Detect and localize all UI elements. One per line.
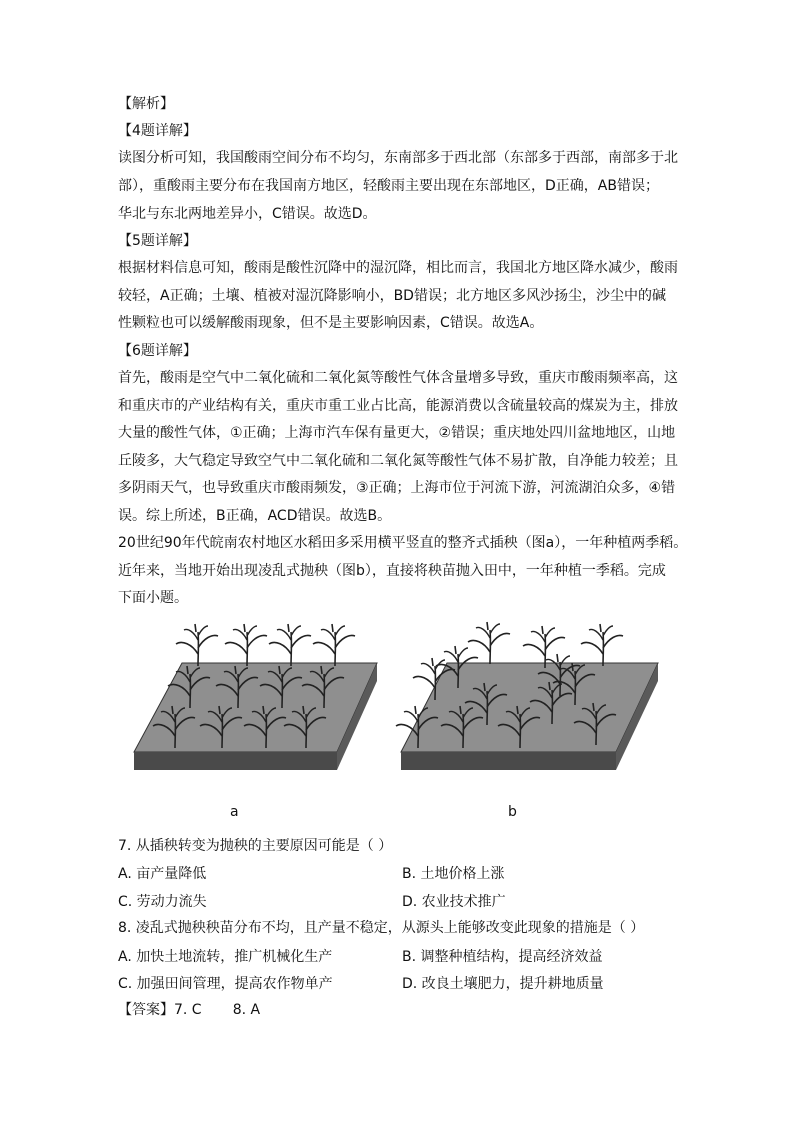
q4-line: 华北与东北两地差异小，C错误。故选D。 bbox=[118, 206, 377, 222]
passage-line: 下面小题。 bbox=[118, 590, 188, 606]
seedling bbox=[225, 624, 267, 666]
answer-line bbox=[118, 1000, 260, 1020]
q8-option-a: A. 加快土地流转，推广机械化生产 bbox=[118, 949, 333, 965]
q5-heading: 【5题详解】 bbox=[118, 233, 197, 249]
q8-option-c: C. 加强田间管理，提高农作物单产 bbox=[118, 976, 333, 992]
q8-stem: 8. 凌乱式抛秧秧苗分布不均，且产量不稳定，从源头上能够改变此现象的措施是（ ） bbox=[118, 920, 645, 936]
q6-line: 和重庆市的产业结构有关，重庆市重工业占比高，能源消费以含硫量较高的煤炭为主，排放 bbox=[118, 398, 678, 414]
q4-heading: 【4题详解】 bbox=[118, 123, 197, 139]
q5-line: 根据材料信息可知，酸雨是酸性沉降中的湿沉降，相比而言，我国北方地区降水减少，酸雨 bbox=[118, 260, 678, 276]
q5-line: 性颗粒也可以缓解酸雨现象，但不是主要影响因素，C错误。故选A。 bbox=[118, 315, 544, 331]
q7-option-b: B. 土地价格上涨 bbox=[402, 866, 505, 882]
analysis-title: 【解析】 bbox=[118, 96, 174, 112]
q6-heading: 【6题详解】 bbox=[118, 343, 197, 359]
seedling bbox=[313, 624, 355, 666]
q6-line: 大量的酸性气体，①正确；上海市汽车保有量更大，②错误；重庆地处四川盆地地区，山地 bbox=[118, 425, 676, 441]
q6-line: 丘陵多，大气稳定导致空气中二氧化硫和二氧化氮等酸性气体不易扩散，自净能力较差；且 bbox=[118, 453, 678, 469]
answer-text: 7. C 8. A bbox=[174, 1002, 261, 1018]
q8-option-b: B. 调整种植结构，提高经济效益 bbox=[402, 949, 603, 965]
answer-label: 【答案】 bbox=[118, 1002, 174, 1018]
q6-line: 首先，酸雨是空气中二氧化硫和二氧化氮等酸性气体含量增多导致，重庆市酸雨频率高，这 bbox=[118, 370, 678, 386]
q6-line: 多阴雨天气，也导致重庆市酸雨频发，③正确；上海市位于河流下游，河流湖泊众多，④错 bbox=[118, 480, 676, 496]
q7-option-a: A. 亩产量降低 bbox=[118, 866, 207, 882]
seedling bbox=[176, 624, 218, 666]
seedling bbox=[269, 624, 311, 666]
field-b bbox=[396, 622, 658, 770]
figure-label-b: b bbox=[508, 804, 517, 820]
q8-option-d: D. 改良土壤肥力，提升耕地质量 bbox=[402, 976, 604, 992]
q4-line: 部），重酸雨主要分布在我国南方地区，轻酸雨主要出现在东部地区，D正确，AB错误； bbox=[118, 178, 659, 194]
q7-option-c: C. 劳动力流失 bbox=[118, 894, 207, 910]
field-a bbox=[134, 624, 377, 770]
q6-line: 误。综上所述，B正确，ACD错误。故选B。 bbox=[118, 508, 392, 524]
q4-line: 读图分析可知，我国酸雨空间分布不均匀，东南部多于西北部（东部多于西部，南部多于北 bbox=[118, 150, 678, 166]
q7-stem: 7. 从插秧转变为抛秧的主要原因可能是（ ） bbox=[118, 838, 393, 854]
passage-line: 近年来，当地开始出现凌乱式抛秧（图b），直接将秧苗抛入田中，一年种植一季稻。完成 bbox=[118, 563, 666, 579]
passage-line: 20世纪90年代皖南农村地区水稻田多采用横平竖直的整齐式插秧（图a），一年种植两季稻。 bbox=[118, 535, 688, 551]
q5-line: 较轻，A正确；土壤、植被对湿沉降影响小，BD错误；北方地区多风沙扬尘，沙尘中的碱 bbox=[118, 288, 666, 304]
q7-option-d: D. 农业技术推广 bbox=[402, 894, 506, 910]
seedling bbox=[581, 624, 623, 666]
figure-label-a: a bbox=[230, 804, 239, 820]
